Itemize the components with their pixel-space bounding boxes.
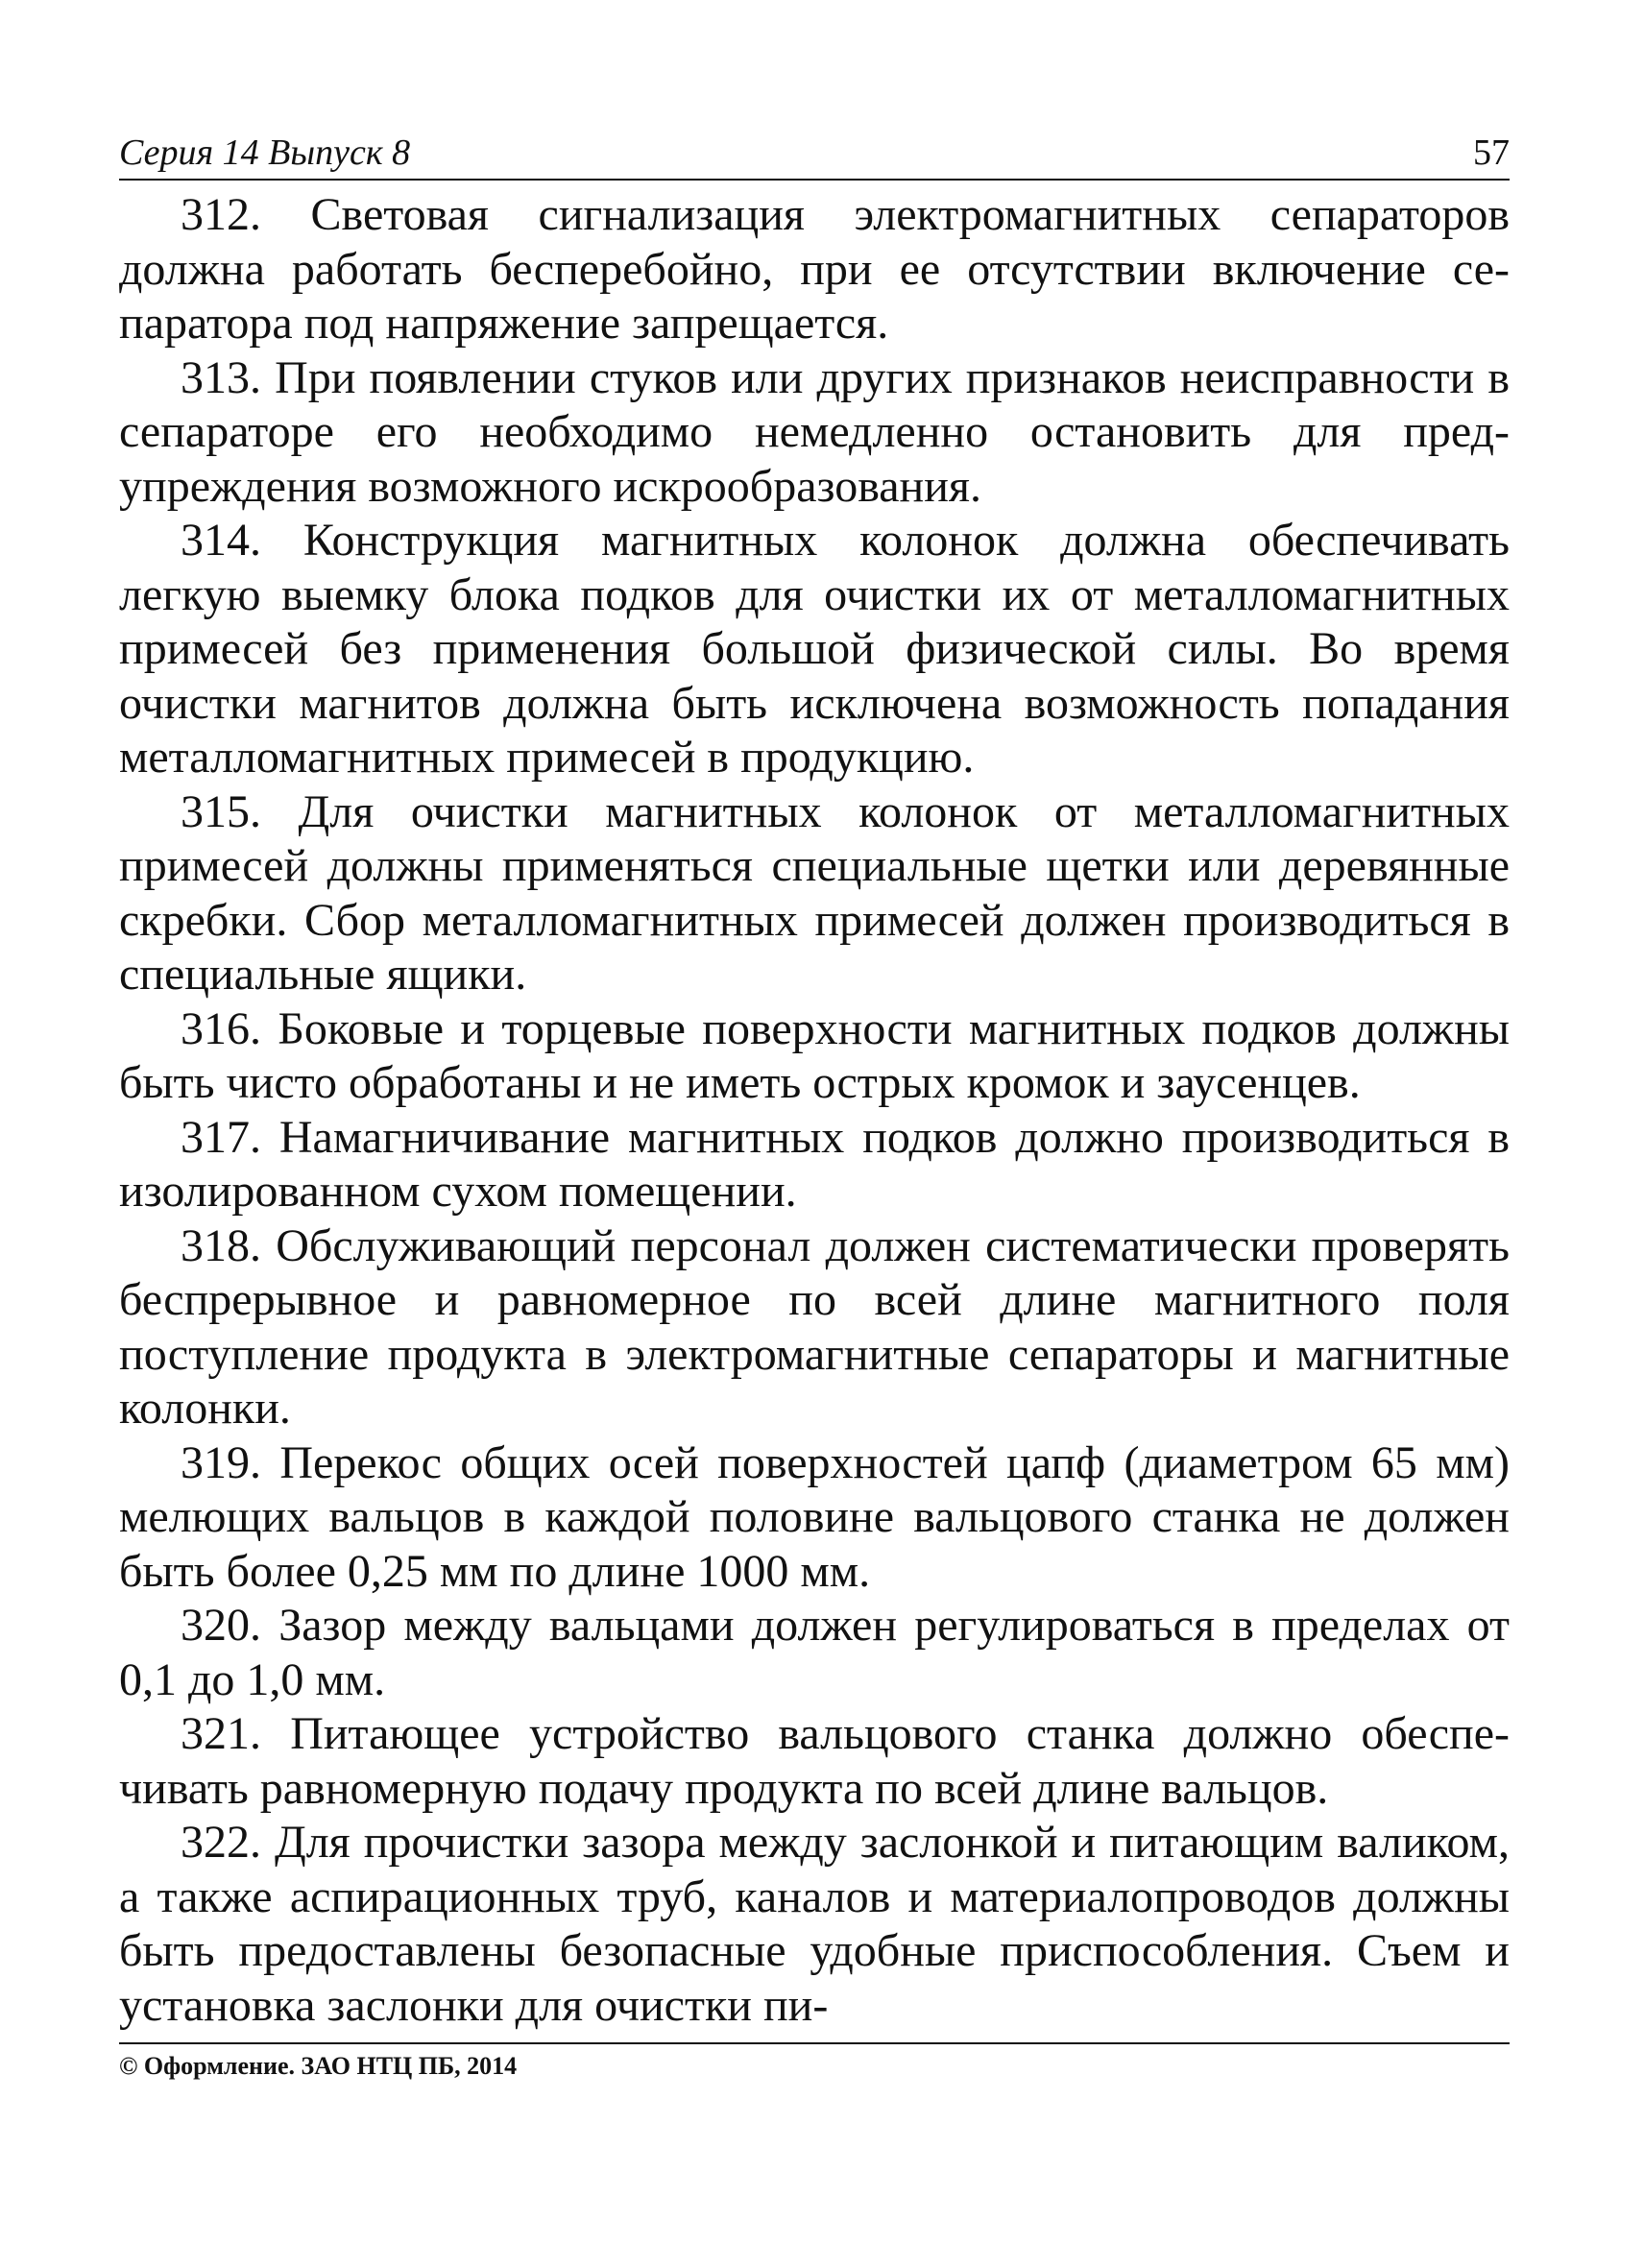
paragraph-312: 312. Световая сигнализация электромагнитных сепараторов должна работать бесперебойно, при ее отсутствии включение сепаратора под напряжение запрещается. <box>119 189 1510 349</box>
page-content <box>119 188 1510 2033</box>
paragraph-321: 321. Питающее устройство вальцового станка должно обеспечивать равномерную подачу продукта по всей длине вальцов. <box>119 1708 1510 1814</box>
paragraph-320: 320. Зазор между вальцами должен регулироваться в пределах от 0,1 до 1,0 мм. <box>119 1600 1510 1705</box>
document-page <box>119 131 1510 2083</box>
paragraph-318: 318. Обслуживающий персонал должен систематически проверять беспрерывное и равномерное по всей длине магнитного поля поступление продукта в электромагнитные сепараторы и магнитные колонки. <box>119 1219 1510 1434</box>
footer-divider <box>119 2042 1510 2044</box>
paragraph-317: 317. Намагничивание магнитных подков должно производиться в изолированном сухом помещении. <box>119 1111 1510 1217</box>
paragraph-322: 322. Для прочистки зазора между заслонкой и питающим валиком, а также аспирационных труб, каналов и материалопроводов должны быть предоставлены безопасные удобные приспособления. Съем и установка заслонки для очистки пи- <box>119 1817 1510 2031</box>
page-number: 57 <box>1473 133 1510 173</box>
paragraph-316: 316. Боковые и торцевые поверхности магнитных подков должны быть чисто обработаны и не иметь острых кромок и заусенцев. <box>119 1002 1510 1108</box>
page-header <box>119 131 1510 181</box>
series-title: Серия 14 Выпуск 8 <box>119 133 411 173</box>
paragraph-313: 313. При появлении стуков или других признаков неисправности в сепараторе его необходимо немедленно остановить для предупреждения возможного искрообразования. <box>119 351 1510 512</box>
copyright-notice: © Оформление. ЗАО НТЦ ПБ, 2014 <box>119 2052 518 2080</box>
paragraph-315: 315. Для очистки магнитных колонок от металломагнитных примесей должны применяться специальные щетки или деревянные скребки. Сбор металломагнитных примесей должен производиться в специальные ящики. <box>119 785 1510 1000</box>
paragraph-319: 319. Перекос общих осей поверхностей цапф (диаметром 65 мм) мелющих вальцов в каждой половине вальцового станка не должен быть более 0,25 мм по длине 1000 мм. <box>119 1436 1510 1597</box>
paragraph-314: 314. Конструкция магнитных колонок должна обеспечивать легкую выемку блока подков для очистки их от металломагнитных примесей без применения большой физической силы. Во время очистки магнитов должна быть исключена возможность попадания металломагнитных примесей в продукцию. <box>119 515 1510 783</box>
